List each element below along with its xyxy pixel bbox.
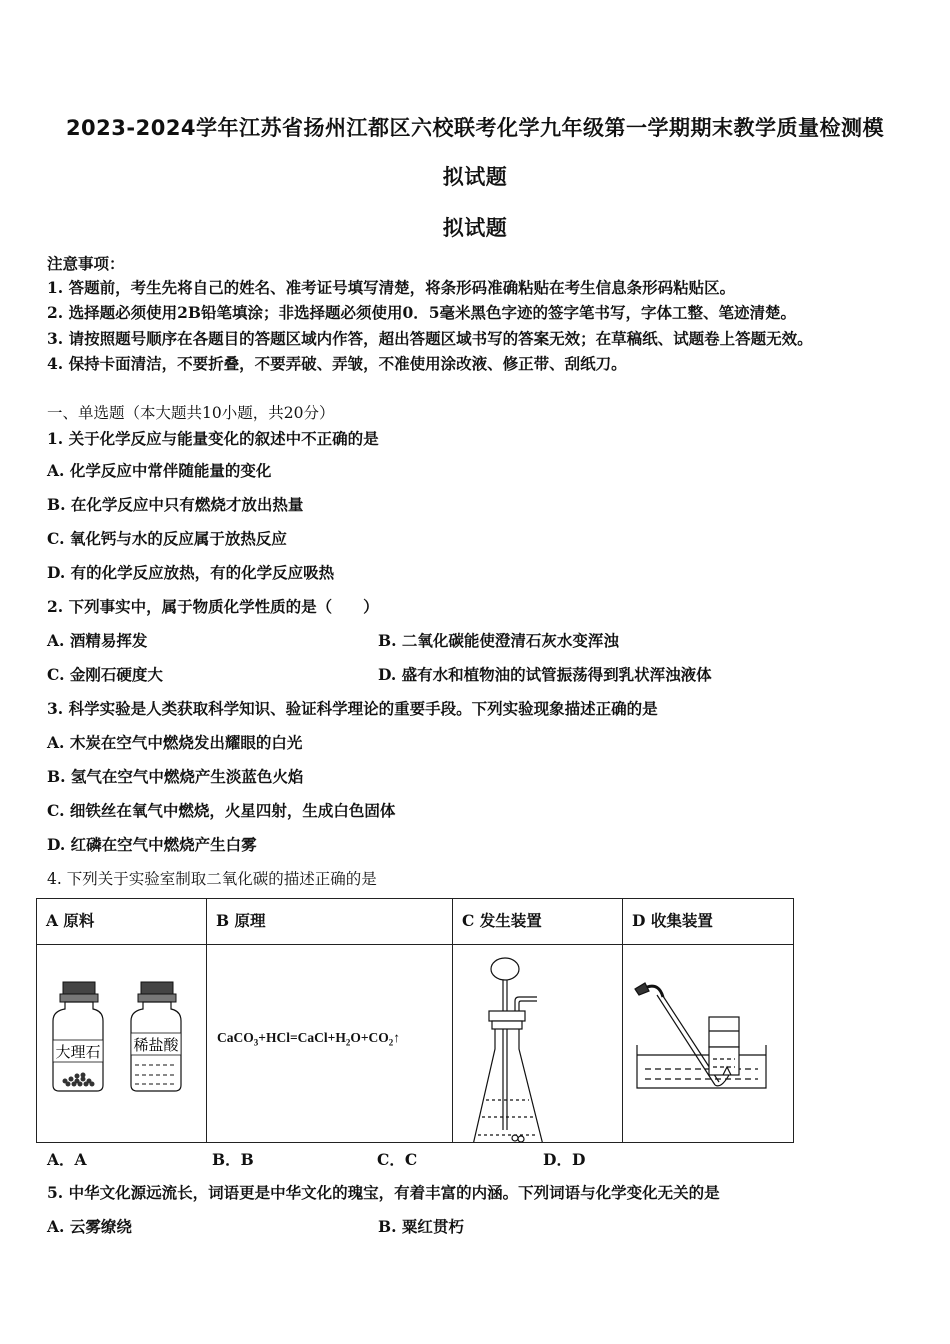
question-2-option-a: A. 酒精易挥发 (47, 631, 148, 650)
notice-item: 4. 保持卡面清洁，不要折叠，不要弄破、弄皱，不准使用涂改液、修正带、刮纸刀。 (47, 354, 627, 373)
question-2-stem: 2. 下列事实中，属于物质化学性质的是（ ） (47, 597, 379, 616)
formula-part: O+CO (350, 1030, 389, 1045)
hydrochloric-acid-bottle (131, 982, 181, 1091)
question-4-stem: 4. 下列关于实验室制取二氧化碳的描述正确的是 (47, 870, 377, 888)
acid-bottle-label: 稀盐酸 (133, 1036, 179, 1054)
question-3-stem: 3. 科学实验是人类获取科学知识、验证科学理论的重要手段。下列实验现象描述正确的是 (47, 699, 658, 718)
section-heading: 一、单选题（本大题共10小题，共20分） (47, 404, 335, 422)
formula-subscript: 2 (388, 1037, 394, 1048)
reagent-bottles-figure (37, 945, 207, 1142)
table-header-generator: C 发生装置 (453, 899, 623, 945)
principle-cell (207, 945, 453, 1143)
question-4-table (36, 898, 794, 1143)
question-3-option-c: C. 细铁丝在氧气中燃烧，火星四射，生成白色固体 (47, 801, 396, 820)
formula-part: CaCO (217, 1030, 254, 1045)
gas-collection-figure (623, 945, 794, 1142)
marble-bottle (53, 982, 103, 1091)
question-1-option-b: B. 在化学反应中只有燃烧才放出热量 (47, 495, 304, 514)
collector-cell (623, 945, 794, 1143)
question-2-option-d: D. 盛有水和植物油的试管振荡得到乳状浑浊液体 (378, 665, 712, 684)
page-subtitle: 拟试题 (442, 216, 508, 240)
notice-item: 1. 答题前，考生先将自己的姓名、准考证号填写清楚，将条形码准确粘贴在考生信息条形码粘贴区。 (47, 278, 736, 297)
reagent-bottles-cell (37, 945, 207, 1143)
notice-heading: 注意事项： (47, 254, 125, 273)
question-4-option-b: B．B (212, 1150, 254, 1169)
reaction-equation (217, 1030, 400, 1048)
question-3-option-a: A. 木炭在空气中燃烧发出耀眼的白光 (47, 733, 303, 752)
table-header-material: A 原料 (37, 899, 207, 945)
notice-item: 2. 选择题必须使用2B铅笔填涂；非选择题必须使用0．5毫米黑色字迹的签字笔书写，字体工整、笔迹清楚。 (47, 303, 797, 322)
question-1-option-c: C. 氧化钙与水的反应属于放热反应 (47, 529, 287, 548)
question-4-option-a: A．A (47, 1150, 87, 1169)
question-1-option-d: D. 有的化学反应放热，有的化学反应吸热 (47, 563, 335, 582)
question-4-option-c: C．C (377, 1150, 418, 1169)
page-title-line-2: 拟试题 (442, 165, 508, 189)
question-2-option-b: B. 二氧化碳能使澄清石灰水变浑浊 (378, 631, 619, 650)
gas-arrow: ↑ (393, 1030, 401, 1045)
table-header-collector: D 收集装置 (623, 899, 794, 945)
marble-bottle-label: 大理石 (55, 1043, 101, 1061)
question-5-stem: 5. 中华文化源远流长，词语更是中华文化的瑰宝，有着丰富的内涵。下列词语与化学变化无关的是 (47, 1183, 720, 1202)
question-4-option-d: D．D (543, 1150, 586, 1169)
question-5-option-a: A. 云雾缭绕 (47, 1217, 132, 1236)
question-1-option-a: A. 化学反应中常伴随能量的变化 (47, 461, 272, 480)
formula-subscript: 2 (345, 1037, 351, 1048)
question-5-option-b: B. 粟红贯朽 (378, 1217, 464, 1236)
question-3-option-d: D. 红磷在空气中燃烧产生白雾 (47, 835, 257, 854)
page-title-line-1: 2023-2024学年江苏省扬州江都区六校联考化学九年级第一学期期末教学质量检测模 (65, 116, 885, 140)
notice-item: 3. 请按照题号顺序在各题目的答题区域内作答，超出答题区域书写的答案无效；在草稿纸、试题卷上答题无效。 (47, 329, 813, 348)
generator-cell (453, 945, 623, 1143)
formula-part: +HCl=CaCl+H (258, 1030, 346, 1045)
formula-subscript: 3 (253, 1037, 259, 1048)
question-3-option-b: B. 氢气在空气中燃烧产生淡蓝色火焰 (47, 767, 304, 786)
table-header-principle: B 原理 (207, 899, 453, 945)
gas-generator-figure (453, 945, 623, 1142)
question-2-option-c: C. 金刚石硬度大 (47, 665, 163, 684)
question-1-stem: 1. 关于化学反应与能量变化的叙述中不正确的是 (47, 429, 379, 448)
